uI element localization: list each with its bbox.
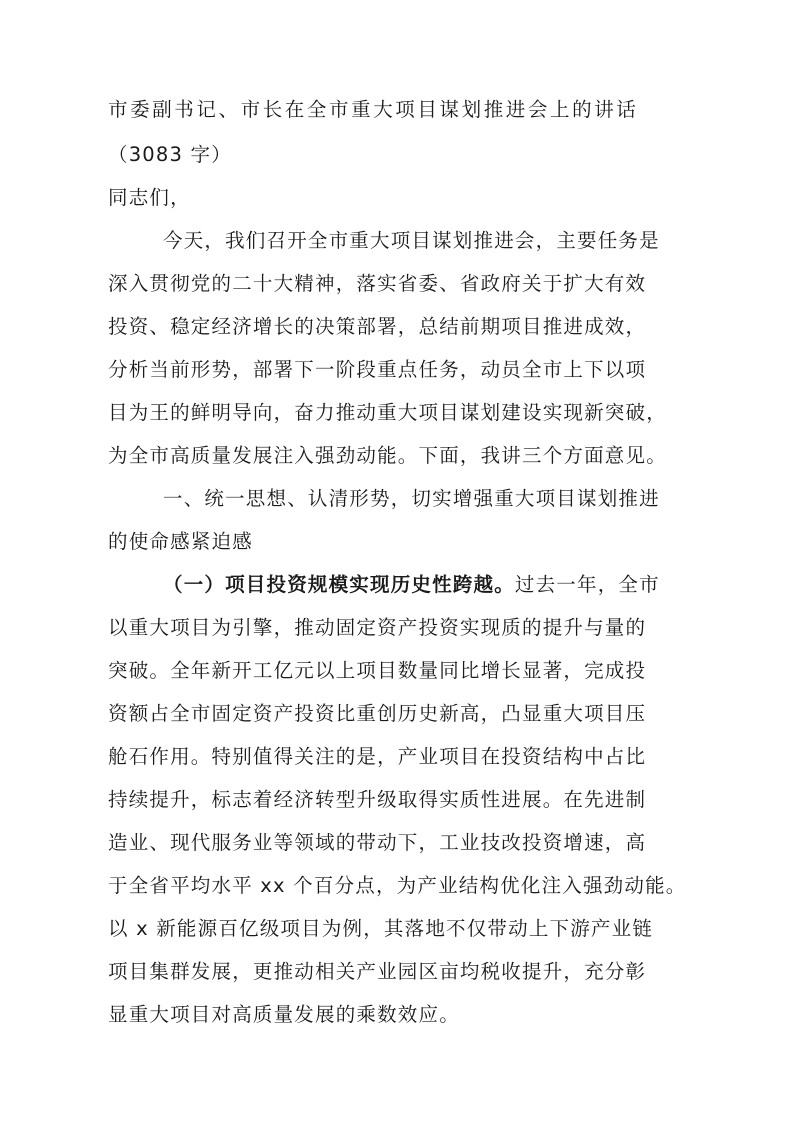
subsection-paragraph-line: 项目集群发展，更推动相关产业园区亩均税收提升，充分彰	[108, 960, 647, 983]
section-heading: 的使命感紧迫感	[108, 530, 253, 553]
subsection-paragraph-line: 以 x 新能源百亿级项目为例，其落地不仅带动上下游产业链	[108, 917, 654, 940]
subsection-first-line	[163, 573, 793, 597]
salutation: 同志们，	[108, 186, 191, 209]
intro-paragraph-line: 目为王的鲜明导向，奋力推动重大项目谋划建设实现新突破，	[108, 401, 667, 424]
word-count: （3083 字）	[108, 143, 232, 166]
section-heading: 一、统一思想、认清形势，切实增强重大项目谋划推进	[163, 487, 660, 510]
subsection-paragraph-line: 以重大项目为引擎，推动固定资产投资实现质的提升与量的	[108, 616, 647, 639]
subsection-paragraph-line: 造业、现代服务业等领域的带动下，工业技改投资增速，高	[108, 831, 647, 854]
intro-paragraph-line: 深入贯彻党的二十大精神，落实省委、省政府关于扩大有效	[108, 272, 647, 295]
subsection-paragraph-line: 于全省平均水平 xx 个百分点，为产业结构优化注入强劲动能。	[108, 874, 687, 897]
speech-title: 市委副书记、市长在全市重大项目谋划推进会上的讲话	[108, 98, 639, 121]
subsection-text: 过去一年，全市	[514, 573, 660, 596]
intro-paragraph-line: 投资、稳定经济增长的决策部署，总结前期项目推进成效，	[108, 315, 647, 338]
subsection-paragraph-line: 资额占全市固定资产投资比重创历史新高，凸显重大项目压	[108, 702, 647, 725]
subsection-heading: （一）项目投资规模实现历史性跨越。	[163, 573, 515, 596]
subsection-paragraph-line: 舱石作用。特别值得关注的是，产业项目在投资结构中占比	[108, 745, 647, 768]
subsection-paragraph-line: 突破。全年新开工亿元以上项目数量同比增长显著，完成投	[108, 659, 647, 682]
intro-paragraph-line: 今天，我们召开全市重大项目谋划推进会，主要任务是	[163, 229, 660, 252]
subsection-paragraph-line: 持续提升，标志着经济转型升级取得实质性进展。在先进制	[108, 788, 647, 811]
subsection-paragraph-line: 显重大项目对高质量发展的乘数效应。	[108, 1003, 460, 1026]
intro-paragraph-line: 为全市高质量发展注入强劲动能。下面，我讲三个方面意见。	[108, 444, 667, 467]
intro-paragraph-line: 分析当前形势，部署下一阶段重点任务，动员全市上下以项	[108, 358, 647, 381]
